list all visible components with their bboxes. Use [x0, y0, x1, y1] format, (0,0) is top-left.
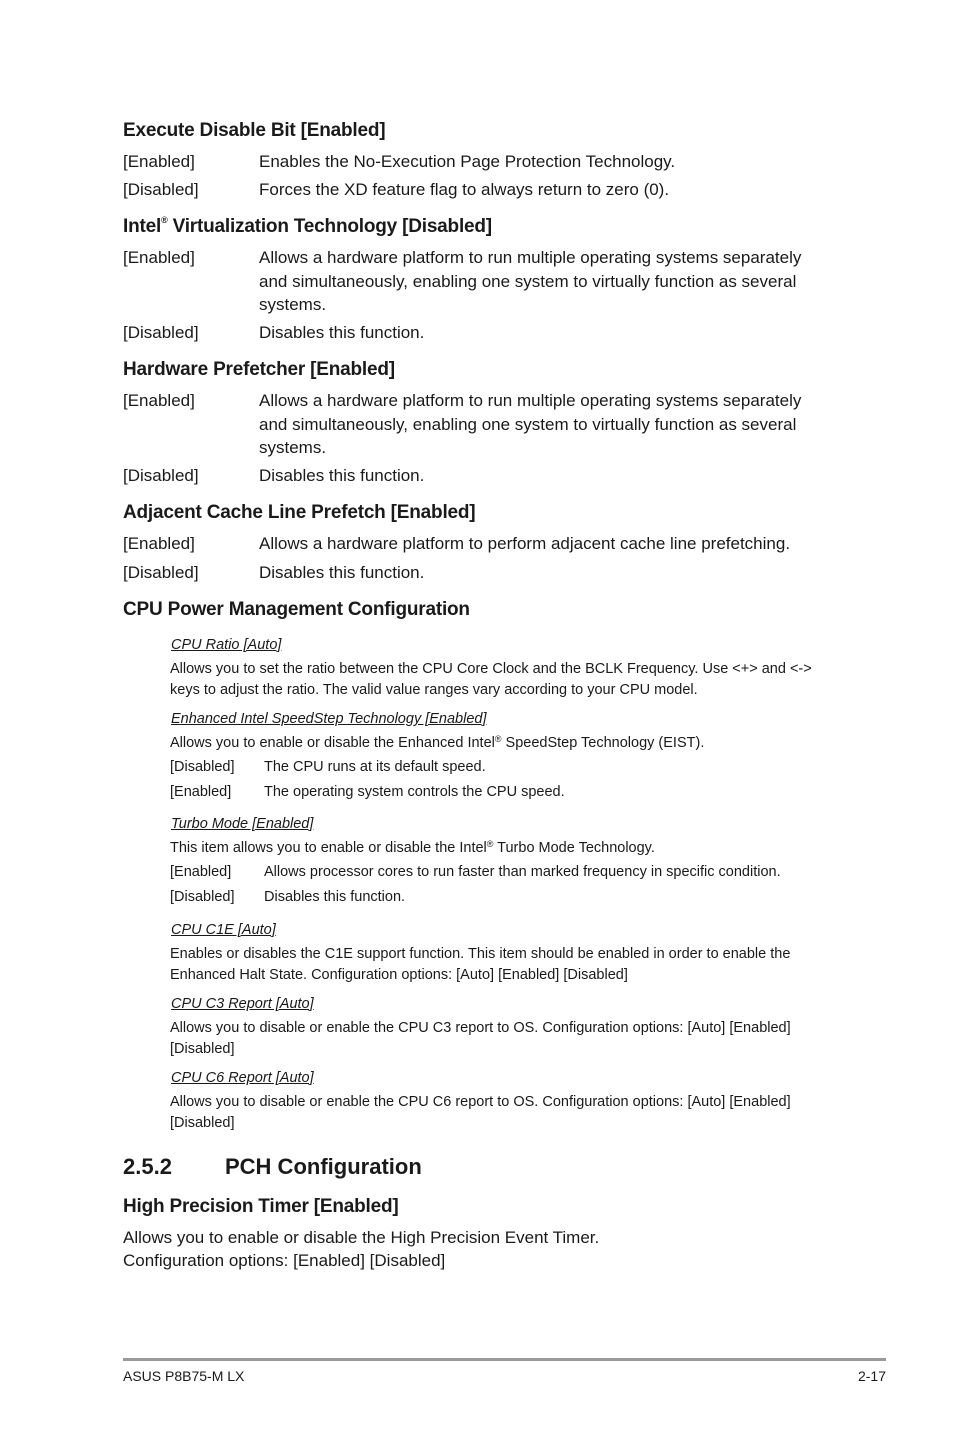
- option-key: [Disabled]: [123, 323, 199, 342]
- option-description: Disables this function.: [264, 889, 406, 905]
- option-description: Enables the No-Execution Page Protection Technology.: [259, 152, 676, 171]
- section-number: 2.5.2: [123, 1154, 172, 1179]
- subitem-title-eist: Enhanced Intel SpeedStep Technology [Enabled]: [171, 711, 487, 727]
- option-key: [Enabled]: [123, 391, 195, 410]
- option-key: [Enabled]: [123, 152, 195, 171]
- option-description: The CPU runs at its default speed.: [264, 759, 486, 775]
- option-description: Allows a hardware platform to perform adjacent cache line prefetching.: [259, 534, 791, 553]
- option-key: [Enabled]: [170, 784, 232, 800]
- option-key: [Disabled]: [170, 889, 235, 905]
- subitem-description: Allows you to enable or disable the Enhanced Intel® SpeedStep Technology (EIST).: [170, 734, 705, 751]
- section-heading-execute-disable: Execute Disable Bit [Enabled]: [123, 120, 386, 141]
- option-key: [Enabled]: [123, 248, 195, 267]
- option-description: Allows processor cores to run faster than marked frequency in specific condition.: [264, 864, 781, 880]
- footer-divider: [123, 1358, 886, 1361]
- footer-page-number: 2-17: [857, 1368, 886, 1384]
- option-description: Disables this function.: [259, 323, 425, 342]
- option-key: [Disabled]: [123, 466, 199, 485]
- option-key: [Disabled]: [123, 563, 199, 582]
- option-description: Allows a hardware platform to run multiple operating systems separately and simultaneously, enabling one system to virtually function as several systems.: [259, 391, 802, 457]
- section-heading-hardware-prefetcher: Hardware Prefetcher [Enabled]: [123, 359, 395, 380]
- option-description: Forces the XD feature flag to always return to zero (0).: [259, 180, 670, 199]
- option-key: [Enabled]: [123, 534, 195, 553]
- option-description: The operating system controls the CPU speed.: [264, 784, 565, 800]
- hpet-options: Configuration options: [Enabled] [Disabled]: [123, 1251, 446, 1270]
- footer-product-name: ASUS P8B75-M LX: [123, 1368, 245, 1384]
- subitem-description: Allows you to set the ratio between the CPU Core Clock and the BCLK Frequency. Use <+> and <-> keys to adjust the ratio. The valid value ranges vary according to your CPU model.: [170, 661, 812, 698]
- section-title-pch: PCH Configuration: [225, 1154, 422, 1179]
- option-description: Allows a hardware platform to run multiple operating systems separately and simultaneously, enabling one system to virtually function as several systems.: [259, 248, 802, 314]
- subitem-title-c1e: CPU C1E [Auto]: [171, 922, 276, 938]
- subitem-title-turbo: Turbo Mode [Enabled]: [171, 816, 314, 832]
- section-heading-adjacent-cache: Adjacent Cache Line Prefetch [Enabled]: [123, 502, 476, 523]
- option-key: [Disabled]: [170, 759, 235, 775]
- option-description: Disables this function.: [259, 466, 425, 485]
- hpet-description: Allows you to enable or disable the High Precision Event Timer.: [123, 1228, 600, 1247]
- option-key: [Disabled]: [123, 180, 199, 199]
- subitem-description: This item allows you to enable or disable the Intel® Turbo Mode Technology.: [170, 839, 655, 856]
- subitem-description: Allows you to disable or enable the CPU C6 report to OS. Configuration options: [Auto] [Enabled] [Disabled]: [170, 1094, 791, 1131]
- section-heading-virtualization: Intel® Virtualization Technology [Disabled]: [123, 215, 492, 237]
- option-description: Disables this function.: [259, 563, 425, 582]
- subitem-title-c6: CPU C6 Report [Auto]: [171, 1070, 314, 1086]
- section-heading-hpet: High Precision Timer [Enabled]: [123, 1196, 399, 1217]
- option-key: [Enabled]: [170, 864, 232, 880]
- section-heading-cpu-power: CPU Power Management Configuration: [123, 599, 470, 620]
- subitem-description: Enables or disables the C1E support function. This item should be enabled in order to enable the Enhanced Halt State. Configuration options: [Auto] [Enabled] [Disabled]: [170, 946, 791, 983]
- subitem-description: Allows you to disable or enable the CPU C3 report to OS. Configuration options: [Auto] [Enabled] [Disabled]: [170, 1020, 791, 1057]
- subitem-title-c3: CPU C3 Report [Auto]: [171, 996, 314, 1012]
- subitem-title-cpu-ratio: CPU Ratio [Auto]: [171, 637, 282, 653]
